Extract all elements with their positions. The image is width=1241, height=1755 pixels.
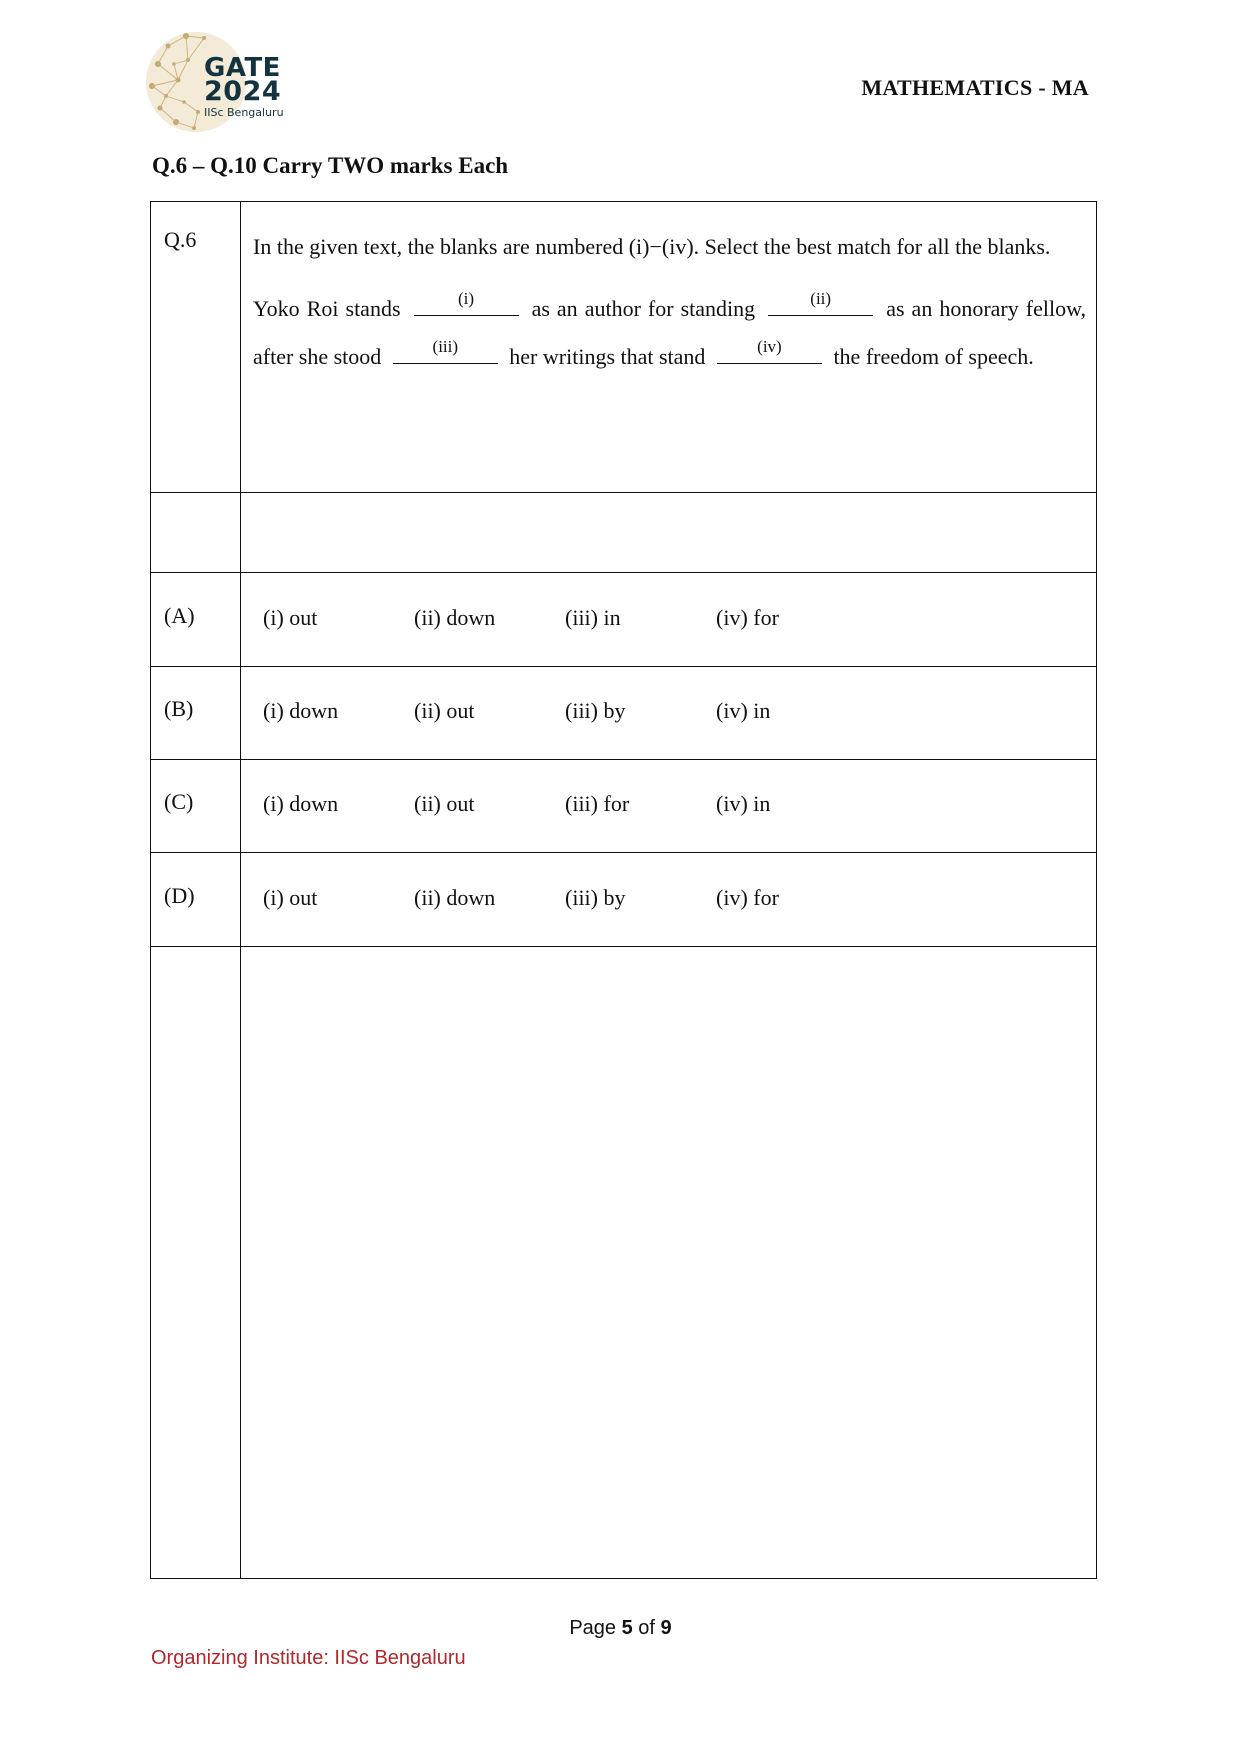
blank-label: (ii) [810,289,832,308]
page-current: 5 [621,1617,633,1639]
option-part: (ii) down [414,885,496,910]
blank-iv [717,337,822,364]
logo-year-text: 2024 [204,76,282,107]
option-part: (iv) in [716,698,771,723]
page-number [0,1617,1241,1640]
option-part: (iv) for [716,605,779,630]
option-part: (i) down [263,698,339,723]
column-divider [240,202,241,1578]
passage-segment: the freedom of speech. [833,344,1034,369]
option-label: (D) [164,883,195,908]
page-separator: of [638,1617,655,1639]
option-label: (B) [164,696,194,721]
passage-segment: her writings that stand [509,344,706,369]
logo-gate-text: GATE [204,53,281,83]
row-divider [151,852,1096,853]
blank-i [414,289,519,316]
option-part: (iii) by [565,885,626,910]
option-part: (i) down [263,791,339,816]
row-divider [151,946,1096,947]
blank-iii [393,337,498,364]
option-label: (A) [164,603,195,628]
blank-label: (i) [458,289,475,308]
passage-segment: as an author for standing [531,296,756,321]
option-part: (iii) by [565,698,626,723]
option-part: (iii) for [565,791,630,816]
organizing-institute: Organizing Institute: IISc Bengaluru [151,1647,466,1669]
option-part: (iv) for [716,885,779,910]
passage-segment: Yoko Roi stands [253,296,401,321]
question-text [253,224,1086,381]
option-label: (C) [164,789,194,814]
blank-label: (iv) [757,337,782,356]
question-instruction: In the given text, the blanks are numbered (i)−(iv). Select the best match for all the blanks. [253,234,1051,259]
row-divider [151,492,1096,493]
option-part: (i) out [263,885,318,910]
row-divider [151,572,1096,573]
option-part: (ii) down [414,605,496,630]
option-part: (ii) out [414,791,475,816]
blank-ii [768,289,873,316]
passage-segment: as an honorary fellow, after she stood [253,296,1087,369]
option-part: (iii) in [565,605,621,630]
row-divider [151,666,1096,667]
page-prefix: Page [569,1617,617,1639]
option-part: (i) out [263,605,318,630]
logo-institute-text: IISc Bengaluru [204,106,284,119]
question-table [150,201,1097,1579]
option-part: (iv) in [716,791,771,816]
question-passage [253,285,1086,381]
paper-title: MATHEMATICS - MA [861,75,1089,100]
question-number: Q.6 [164,227,197,252]
row-divider [151,759,1096,760]
page-total: 9 [660,1617,672,1639]
blank-label: (iii) [432,337,459,356]
gate-logo [138,24,298,140]
section-heading: Q.6 – Q.10 Carry TWO marks Each [152,153,509,178]
option-part: (ii) out [414,698,475,723]
